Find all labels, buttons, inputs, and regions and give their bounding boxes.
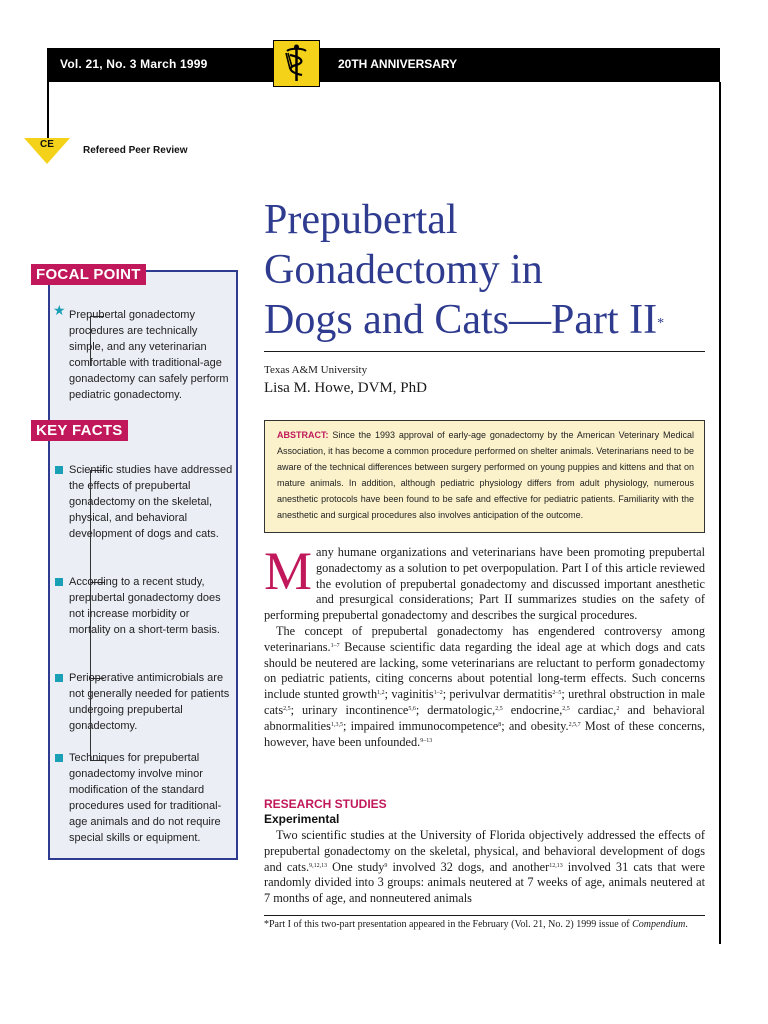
issue-info: Vol. 21, No. 3 March 1999: [60, 57, 208, 71]
square-bullet-icon: [55, 754, 63, 762]
paragraph-text: any humane organizations and veterinarians have been promoting prepubertal gonadectomy as a solution to pet overpopulation. Part I of this article reviewed the evolution of prepubertal gonadectomy and discussed important anesthetic and presurgical considerations; Part II summarizes studies on the safety of performing prepubertal gonadectomy and describes the surgical procedures.: [264, 545, 705, 623]
reference-marker: 1,2: [377, 690, 385, 697]
drop-cap: M: [264, 541, 313, 601]
text-run: and behavioral abnormalities: [264, 702, 705, 733]
paragraph: [264, 828, 705, 907]
reference-marker: 2: [616, 705, 620, 712]
key-fact-item: According to a recent study, prepubertal gonadectomy does not increase morbidity or mortality on a short-term basis.: [69, 576, 221, 636]
reference-marker: 1–2: [433, 690, 443, 697]
title-line-2: Gonadectomy in: [264, 247, 543, 293]
body-intro: [264, 541, 705, 750]
caduceus-icon: [273, 40, 320, 87]
reference-marker: 2,5: [283, 705, 291, 712]
text-run: cardiac,: [569, 702, 617, 717]
reference-marker: 2,5,7: [568, 721, 581, 728]
article-title: [264, 195, 664, 345]
text-run: ; impaired immunocompetence: [342, 718, 499, 733]
footnote-text: .: [685, 919, 688, 930]
abstract-label: ABSTRACT:: [277, 430, 329, 440]
abstract-box: [264, 420, 705, 533]
text-run: ; perivulvar dermatitis: [442, 687, 553, 702]
affiliation: Texas A&M University: [264, 364, 368, 376]
body-research: [264, 828, 705, 907]
key-fact-item: Techniques for prepubertal gonadectomy involve minor modification of the standard procedures used for traditional-age animals and do not require special skills or equipment.: [69, 752, 222, 844]
text-run: ; and obesity.: [501, 718, 569, 733]
key-fact-item: Scientific studies have addressed the effects of prepubertal gonadectomy on the skeletal, physical, and behavioral development of dogs and cats.: [69, 464, 233, 540]
footnote: [264, 918, 705, 931]
reference-marker: 9,12,13: [309, 862, 328, 869]
text-run: involved 32 dogs, and another: [387, 859, 550, 874]
square-bullet-icon: [55, 674, 63, 682]
reference-marker: 2–5: [552, 690, 562, 697]
text-run: Because scientific data regarding the ideal age at which dogs and cats should be neutered are lacking, some veterinarians are reluctant to perform gonadectomy on pediatric patients, citing concerns about potential long-term effects. Such concerns include stunted growth: [264, 639, 705, 702]
reference-marker: 5,6: [408, 705, 416, 712]
text-run: Two scientific studies at the University of Florida objectively addressed the effects of prepubertal gonadectomy on the skeletal, physical, and behavioral development of dogs and cats.: [264, 828, 705, 874]
author: Lisa M. Howe, DVM, PhD: [264, 380, 427, 396]
text-run: Most of these concerns, however, have been unfounded.: [264, 718, 705, 749]
key-fact-item: Perioperative antimicrobials are not generally needed for patients undergoing prepubertal gonadectomy.: [69, 672, 230, 732]
title-line-1: Prepubertal: [264, 197, 458, 243]
anniversary-label: 20TH ANNIVERSARY: [338, 57, 458, 71]
text-run: ; dermatologic,: [415, 702, 496, 717]
key-facts-tag: KEY FACTS: [31, 420, 128, 441]
footnote-text: *Part I of this two-part presentation appeared in the February (Vol. 21, No. 2) 1999 issue of: [264, 919, 633, 930]
star-icon: ★: [53, 304, 66, 319]
text-run: ; vaginitis: [384, 687, 434, 702]
peer-review-label: Refereed Peer Review: [83, 145, 188, 156]
header-bar: [48, 48, 720, 82]
left-rule: [47, 48, 49, 146]
reference-marker: 12,13: [549, 862, 563, 869]
text-run: The concept of prepubertal gonadectomy has engendered controversy among veterinarians.: [264, 623, 705, 654]
title-line-3: Dogs and Cats—Part II: [264, 297, 658, 343]
focal-point-text: Prepubertal gonadectomy procedures are technically simple, and any veterinarian comfortable with traditional-age gonadectomy can safely perform pediatric gonadectomy.: [69, 309, 229, 401]
journal-name: Compendium: [632, 919, 686, 930]
square-bullet-icon: [55, 578, 63, 586]
reference-marker: 1,3,5: [330, 721, 343, 728]
focal-point-tag: FOCAL POINT: [31, 264, 146, 285]
section-heading: RESEARCH STUDIES: [264, 797, 387, 811]
title-rule: [264, 351, 705, 352]
right-rule: [719, 82, 721, 944]
reference-marker: 2,5: [495, 705, 503, 712]
paragraph: [264, 541, 705, 624]
abstract-text: Since the 1993 approval of early-age gonadectomy by the American Veterinary Medical Association, it has become a common procedure performed on shelter animals. Veterinarians need to be aware of the technical differences between surgery performed on young puppies and kittens and that on mature animals. In addition, although pediatric physiology differs from adult physiology, numerous anesthetic protocols have been found to be safe and effective for pediatric patients. Familiarity with the anesthetic and surgical procedures also involves anticipation of the outcome.: [277, 430, 694, 520]
text-run: endocrine,: [502, 702, 563, 717]
footnote-rule: [264, 915, 705, 916]
text-run: involved 31 cats that were randomly divided into 3 groups: animals neutered at 7 weeks of age, animals neutered at 7 months of age, and nonneutered animals: [264, 859, 705, 906]
text-run: One study: [327, 859, 385, 874]
text-run: ; urinary incontinence: [290, 702, 409, 717]
ce-badge-label: CE: [40, 139, 54, 150]
reference-marker: 8: [498, 721, 502, 728]
square-bullet-icon: [55, 466, 63, 474]
reference-marker: 1–7: [330, 642, 340, 649]
title-footnote-marker: *: [657, 316, 665, 331]
reference-marker: 9: [384, 862, 388, 869]
text-run: ; urethral obstruction in male cats: [264, 687, 705, 717]
paragraph: [264, 624, 705, 750]
subsection-heading: Experimental: [264, 812, 340, 826]
reference-marker: 9–13: [420, 737, 433, 744]
reference-marker: 2,5: [562, 705, 570, 712]
